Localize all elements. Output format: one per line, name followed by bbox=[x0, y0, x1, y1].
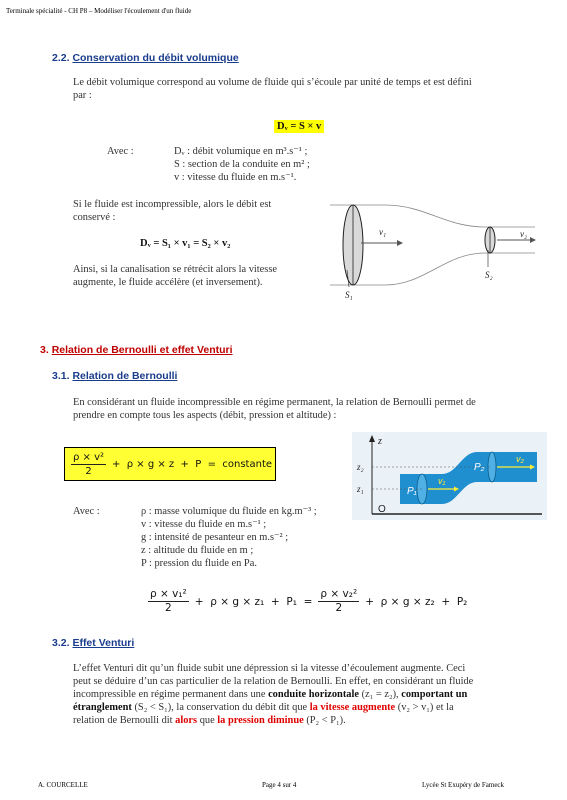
footer-page-number: Page 4 sur 4 bbox=[262, 781, 297, 789]
intro-line: En considérant un fluide incompressible en régime permanent, la relation de Bernoulli permet de bbox=[73, 397, 476, 408]
text-run: (P₂ < P₁). bbox=[303, 715, 346, 726]
p2-label: P₂ bbox=[474, 462, 485, 473]
equation-end: + ρ × g × z₂ + P₂ bbox=[365, 595, 468, 608]
v2-arrowhead bbox=[530, 237, 536, 243]
red-emphasis: la vitesse augmente bbox=[309, 702, 396, 713]
z2-label: z₂ bbox=[357, 462, 364, 472]
text-run: incompressible en régime permanent dans une bbox=[73, 689, 269, 700]
s2-label: S₂ bbox=[485, 270, 493, 280]
red-emphasis: alors bbox=[175, 715, 198, 726]
text-line: augmente, le fluide accélère (et inversement). bbox=[73, 277, 263, 288]
fraction-denominator: 2 bbox=[85, 465, 92, 477]
bernoulli-boxed-formula bbox=[64, 447, 276, 481]
bold-term: conduite horizontale bbox=[268, 689, 359, 700]
bernoulli-intro bbox=[73, 396, 533, 422]
definition-line: z : altitude du fluide en m ; bbox=[141, 545, 254, 556]
fraction bbox=[71, 451, 106, 478]
p1-label: P₁ bbox=[407, 486, 417, 497]
definition-line: g : intensité de pesanteur en m.s⁻² ; bbox=[141, 532, 289, 543]
fraction-numerator: ρ × v₁² bbox=[150, 588, 187, 600]
text-run: (S₂ < S₁), la conservation du débit dit que bbox=[131, 702, 310, 713]
z-label: z bbox=[378, 436, 382, 447]
debit-formula bbox=[274, 116, 324, 134]
definition-line: v : vitesse du fluide en m.s⁻¹ ; bbox=[141, 519, 267, 530]
equation-middle: + ρ × g × z₁ + P₁ = bbox=[194, 595, 313, 608]
definition-line: P : pression du fluide en Pa. bbox=[141, 558, 257, 569]
venturi-paragraph bbox=[73, 662, 527, 727]
text-run: relation de Bernoulli dit bbox=[73, 715, 176, 726]
definition-line: Dᵥ : débit volumique en m³.s⁻¹ ; bbox=[174, 146, 308, 157]
section-number: 3.2. bbox=[52, 637, 70, 649]
section-title: Relation de Bernoulli et effet Venturi bbox=[51, 344, 233, 356]
s1-label: S₁ bbox=[345, 290, 353, 300]
paragraph-line bbox=[73, 714, 527, 727]
narrowing-text bbox=[73, 263, 277, 289]
origin-label: O bbox=[378, 504, 386, 515]
v1-label: v₁ bbox=[379, 227, 387, 237]
section-3-2-heading bbox=[52, 637, 134, 649]
text-line: Ainsi, si la canalisation se rétrécit alors la vitesse bbox=[73, 264, 277, 275]
text-line: conservé : bbox=[73, 212, 116, 223]
section-number: 3.1. bbox=[52, 370, 70, 382]
avec-label: Avec : bbox=[107, 146, 134, 157]
intro-line: prendre en compte tous les aspects (débit, pression et altitude) : bbox=[73, 410, 337, 421]
definition-line: v : vitesse du fluide en m.s⁻¹. bbox=[174, 172, 297, 183]
avec-label: Avec : bbox=[73, 506, 100, 517]
fraction-right bbox=[318, 588, 359, 615]
debit-definitions bbox=[174, 145, 310, 184]
bernoulli-definitions bbox=[141, 505, 317, 570]
v1-label: v₁ bbox=[438, 476, 446, 486]
fraction-left bbox=[148, 588, 189, 615]
text-run: (v₂ > v₁) et la bbox=[395, 702, 454, 713]
formula-rest: + ρ × g × z + P = constante bbox=[112, 458, 273, 470]
conservation-formula: Dᵥ = S₁ × v₁ = S₂ × v₂ bbox=[140, 238, 231, 249]
highlighted-formula: Dᵥ = S × v bbox=[274, 120, 324, 133]
page-header: Terminale spécialité - CH P8 – Modéliser l'écoulement d'un fluide bbox=[6, 7, 192, 15]
bold-term: comportant un bbox=[401, 689, 468, 700]
paragraph-line bbox=[73, 688, 527, 701]
section-title: Relation de Bernoulli bbox=[72, 370, 178, 382]
text-line: Si le fluide est incompressible, alors le débit est bbox=[73, 199, 272, 210]
section-number: 2.2. bbox=[52, 52, 70, 64]
footer-school: Lycée St Exupéry de Fameck bbox=[422, 781, 505, 789]
text-run: que bbox=[197, 715, 218, 726]
definition-line: ρ : masse volumique du fluide en kg.m⁻³ ; bbox=[141, 506, 317, 517]
intro-line: par : bbox=[73, 90, 92, 101]
v1-arrowhead bbox=[397, 240, 403, 246]
bernoulli-equality bbox=[148, 588, 467, 615]
section-3-heading bbox=[40, 344, 233, 356]
incompressible-text bbox=[73, 198, 271, 224]
definition-line: S : section de la conduite en m² ; bbox=[174, 159, 310, 170]
section-number: 3. bbox=[40, 344, 49, 356]
bernoulli-figure bbox=[352, 432, 547, 520]
section-3-1-heading bbox=[52, 370, 177, 382]
red-emphasis: la pression diminue bbox=[217, 715, 304, 726]
fraction-denominator: 2 bbox=[165, 602, 172, 614]
paragraph-line bbox=[73, 701, 527, 714]
intro-line: Le débit volumique correspond au volume de fluide qui s’écoule par unité de temps et est défini bbox=[73, 77, 472, 88]
fraction-numerator: ρ × v₂² bbox=[320, 588, 358, 600]
text-run: (z₁ = z₂), bbox=[358, 689, 402, 700]
paragraph-line: peut se déduire d’un cas particulier de la relation de Bernoulli. En effet, en considérant un fluide bbox=[73, 676, 474, 687]
v2-label: v₂ bbox=[520, 229, 528, 239]
paragraph-line: L’effet Venturi dit qu’un fluide subit une dépression si la vitesse d’écoulement augmente. Ceci bbox=[73, 663, 466, 674]
section-2-2-heading bbox=[52, 52, 239, 64]
debit-intro bbox=[73, 76, 523, 102]
fraction-numerator: ρ × v² bbox=[73, 451, 105, 463]
footer-author: A. COURCELLE bbox=[38, 781, 88, 789]
pipe-narrowing-figure bbox=[325, 195, 540, 305]
v2-label: v₂ bbox=[516, 454, 524, 464]
bold-term: étranglement bbox=[73, 702, 132, 713]
z1-label: z₁ bbox=[357, 484, 364, 494]
fraction-denominator: 2 bbox=[335, 602, 343, 614]
section-title: Effet Venturi bbox=[72, 637, 135, 649]
section-title: Conservation du débit volumique bbox=[72, 52, 239, 64]
